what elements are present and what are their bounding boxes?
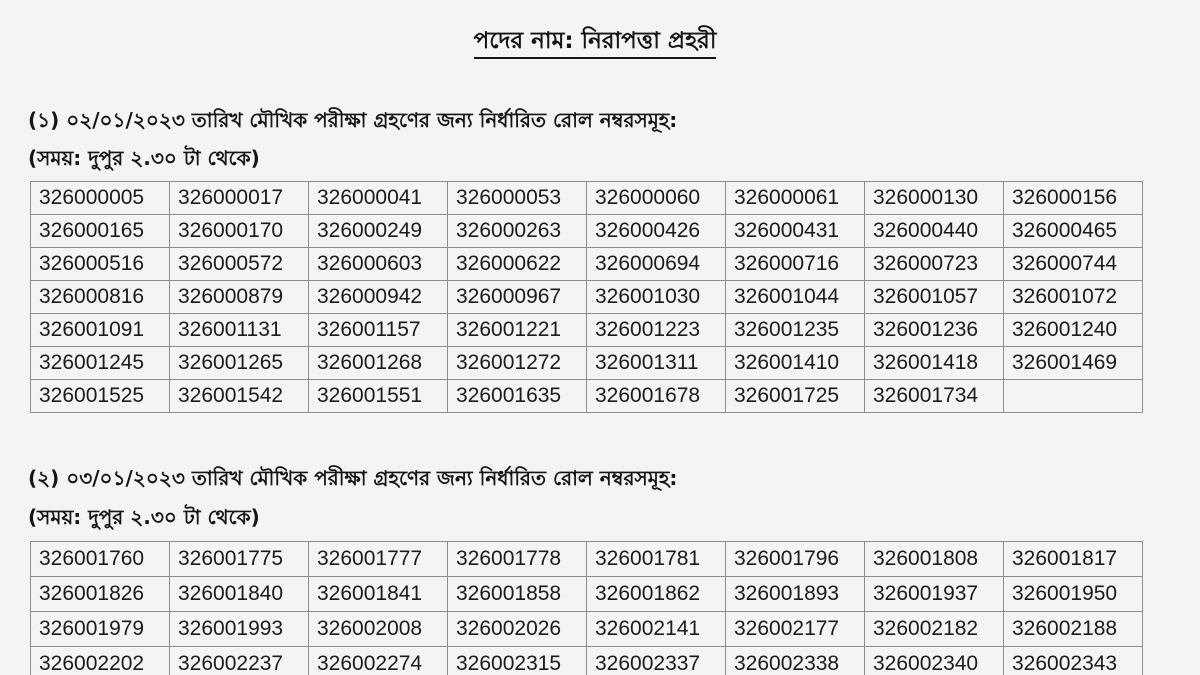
roll-number-cell: 326001734 [865,380,1004,413]
roll-number-cell: 326001157 [309,314,448,347]
roll-number-cell: 326001840 [170,577,309,612]
roll-number-cell: 326001826 [31,577,170,612]
page-title-text: পদের নাম: নিরাপত্তা প্রহরী [474,28,717,59]
roll-number-cell: 326000061 [726,182,865,215]
roll-number-cell: 326001542 [170,380,309,413]
roll-number-cell: 326001781 [587,542,726,577]
table-row [31,215,1143,248]
roll-number-cell: 326000426 [587,215,726,248]
roll-number-cell: 326001272 [448,347,587,380]
section-1-heading: (১) ০২/০১/২০২৩ তারিখ মৌখিক পরীক্ষা গ্রহণের জন্য নির্ধারিত রোল নম্বরসমূহ: [28,108,678,132]
roll-number-cell: 326001858 [448,577,587,612]
roll-number-cell: 326001245 [31,347,170,380]
roll-number-cell: 326002340 [865,647,1004,675]
roll-number-cell: 326001678 [587,380,726,413]
roll-number-cell: 326001044 [726,281,865,314]
roll-number-cell: 326001808 [865,542,1004,577]
roll-number-cell: 326000942 [309,281,448,314]
roll-number-cell: 326002026 [448,612,587,647]
roll-number-cell: 326000060 [587,182,726,215]
roll-number-cell: 326001725 [726,380,865,413]
roll-number-cell: 326001525 [31,380,170,413]
roll-number-cell: 326000516 [31,248,170,281]
roll-number-cell: 326000716 [726,248,865,281]
roll-number-cell: 326001775 [170,542,309,577]
roll-number-cell: 326001268 [309,347,448,380]
roll-number-cell: 326000170 [170,215,309,248]
roll-number-cell: 326000165 [31,215,170,248]
table-row [31,542,1143,577]
roll-number-cell: 326000431 [726,215,865,248]
roll-number-cell: 326001635 [448,380,587,413]
roll-number-cell: 326001937 [865,577,1004,612]
table-row [31,248,1143,281]
roll-number-cell: 326001551 [309,380,448,413]
table-row [31,314,1143,347]
roll-number-cell: 326000263 [448,215,587,248]
roll-number-cell: 326000041 [309,182,448,215]
roll-number-cell: 326002177 [726,612,865,647]
roll-number-cell: 326001893 [726,577,865,612]
roll-number-cell: 326001091 [31,314,170,347]
roll-number-cell: 326000572 [170,248,309,281]
roll-number-cell: 326001469 [1004,347,1143,380]
roll-number-cell: 326002008 [309,612,448,647]
roll-table-1 [30,181,1143,413]
roll-number-cell: 326001057 [865,281,1004,314]
table-row [31,182,1143,215]
roll-number-cell: 326002237 [170,647,309,675]
roll-number-cell: 326001410 [726,347,865,380]
roll-number-cell: 326001841 [309,577,448,612]
roll-number-cell: 326000465 [1004,215,1143,248]
roll-number-cell: 326001862 [587,577,726,612]
roll-number-cell: 326001979 [31,612,170,647]
section-2-heading: (২) ০৩/০১/২০২৩ তারিখ মৌখিক পরীক্ষা গ্রহণের জন্য নির্ধারিত রোল নম্বরসমূহ: [28,466,678,490]
table-row [31,647,1143,675]
roll-number-cell: 326000603 [309,248,448,281]
roll-number-cell: 326002315 [448,647,587,675]
roll-number-cell: 326000744 [1004,248,1143,281]
roll-number-cell: 326001950 [1004,577,1143,612]
section-1-time: (সময়: দুপুর ২.৩০ টা থেকে) [28,146,260,170]
roll-number-cell: 326001778 [448,542,587,577]
roll-number-cell: 326001817 [1004,542,1143,577]
table-row [31,347,1143,380]
roll-number-cell: 326002141 [587,612,726,647]
roll-number-cell: 326002274 [309,647,448,675]
roll-number-cell: 326002188 [1004,612,1143,647]
roll-number-cell: 326000816 [31,281,170,314]
roll-number-cell: 326000723 [865,248,1004,281]
roll-number-cell: 326001993 [170,612,309,647]
roll-number-cell: 326001777 [309,542,448,577]
roll-table-1-body [31,182,1143,413]
page-title [0,22,1190,61]
roll-number-cell: 326000249 [309,215,448,248]
roll-number-cell: 326000130 [865,182,1004,215]
roll-number-cell: 326001265 [170,347,309,380]
table-row [31,577,1143,612]
roll-number-cell: 326001131 [170,314,309,347]
roll-number-cell: 326001221 [448,314,587,347]
roll-number-cell [1004,380,1143,413]
roll-number-cell: 326001418 [865,347,1004,380]
section-2-time: (সময়: দুপুর ২.৩০ টা থেকে) [28,505,260,529]
roll-number-cell: 326002338 [726,647,865,675]
roll-number-cell: 326000005 [31,182,170,215]
roll-number-cell: 326000967 [448,281,587,314]
roll-number-cell: 326001236 [865,314,1004,347]
roll-number-cell: 326001796 [726,542,865,577]
roll-number-cell: 326000053 [448,182,587,215]
roll-table-2 [30,541,1143,675]
roll-number-cell: 326002182 [865,612,1004,647]
roll-number-cell: 326001311 [587,347,726,380]
roll-number-cell: 326001760 [31,542,170,577]
roll-table-2-body [31,542,1143,675]
roll-number-cell: 326001240 [1004,314,1143,347]
table-row [31,612,1143,647]
roll-number-cell: 326001223 [587,314,726,347]
roll-number-cell: 326000694 [587,248,726,281]
roll-number-cell: 326001030 [587,281,726,314]
roll-number-cell: 326002343 [1004,647,1143,675]
roll-number-cell: 326000879 [170,281,309,314]
roll-number-cell: 326000622 [448,248,587,281]
roll-number-cell: 326001072 [1004,281,1143,314]
table-row [31,281,1143,314]
table-row [31,380,1143,413]
roll-number-cell: 326001235 [726,314,865,347]
roll-number-cell: 326002337 [587,647,726,675]
roll-number-cell: 326000017 [170,182,309,215]
roll-number-cell: 326000440 [865,215,1004,248]
roll-number-cell: 326002202 [31,647,170,675]
roll-number-cell: 326000156 [1004,182,1143,215]
